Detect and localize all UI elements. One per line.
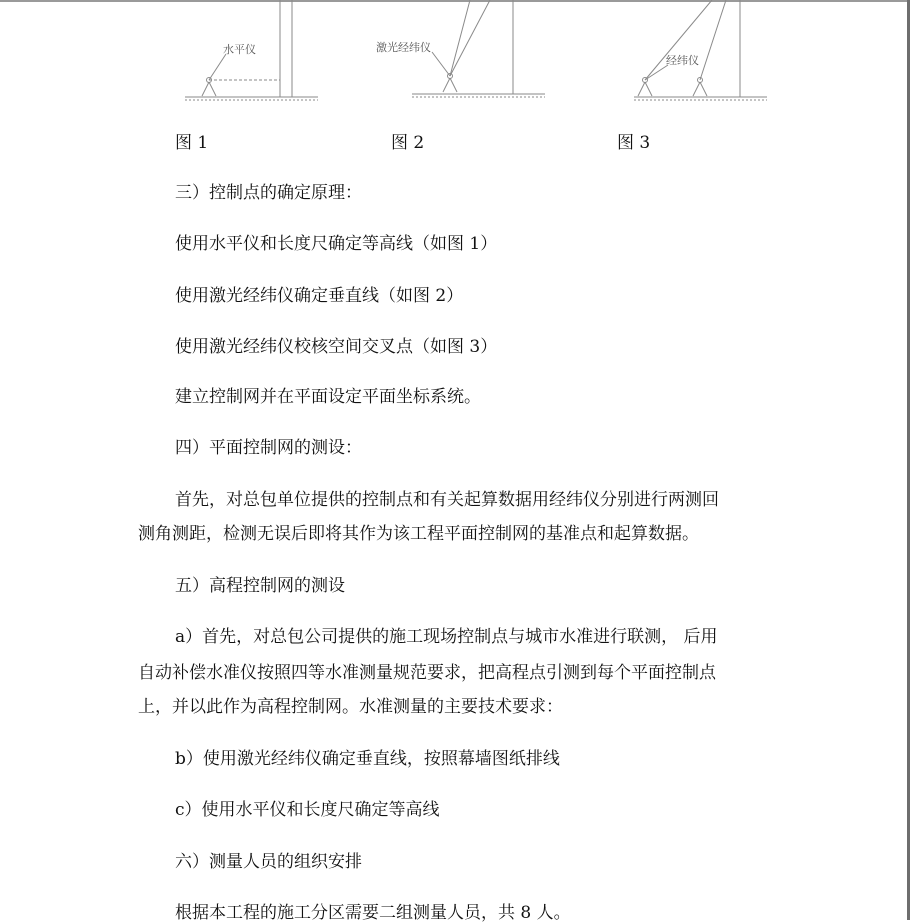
figure-drawings (0, 0, 910, 110)
figure-3-drawing (634, 0, 767, 100)
section-5b: b）使用激光经纬仪确定垂直线，按照幕墙图纸排线 (175, 749, 560, 769)
section-3-item-2: 使用激光经纬仪确定垂直线（如图 2） (175, 286, 464, 306)
figure-3-caption: 图 3 (617, 133, 651, 153)
section-6-heading: 六）测量人员的组织安排 (175, 852, 362, 872)
section-4-paragraph-line-1: 首先，对总包单位提供的控制点和有关起算数据用经纬仪分别进行两测回 (175, 490, 719, 510)
figure-2-drawing (412, 0, 545, 97)
section-3-item-3: 使用激光经纬仪校核空间交叉点（如图 3） (175, 337, 498, 357)
section-3-item-4: 建立控制网并在平面设定平面坐标系统。 (175, 387, 481, 407)
section-5a-line-3: 上，并以此作为高程控制网。水准测量的主要技术要求： (138, 697, 563, 717)
figure-strip (0, 0, 910, 110)
section-5-heading: 五）高程控制网的测设 (175, 576, 345, 596)
section-4-heading: 四）平面控制网的测设： (175, 438, 362, 458)
figure-2-caption: 图 2 (391, 133, 425, 153)
figure-3-label: 经纬仪 (666, 54, 699, 67)
section-6-paragraph: 根据本工程的施工分区需要二组测量人员，共 8 人。 (175, 903, 571, 923)
figure-1-caption: 图 1 (175, 133, 209, 153)
figure-2-label: 激光经纬仪 (376, 41, 431, 54)
section-4-paragraph-line-2: 测角测距，检测无误后即将其作为该工程平面控制网的基准点和起算数据。 (138, 524, 699, 544)
section-3-heading: 三）控制点的确定原理： (175, 183, 362, 203)
section-5a-line-2: 自动补偿水准仪按照四等水准测量规范要求，把高程点引测到每个平面控制点 (138, 663, 716, 683)
section-5c: c）使用水平仪和长度尺确定等高线 (175, 800, 440, 820)
section-3-item-1: 使用水平仪和长度尺确定等高线（如图 1） (175, 234, 498, 254)
figure-1-label: 水平仪 (223, 43, 256, 56)
section-5a-line-1: a）首先，对总包公司提供的施工现场控制点与城市水准进行联测， 后用 (175, 627, 718, 647)
